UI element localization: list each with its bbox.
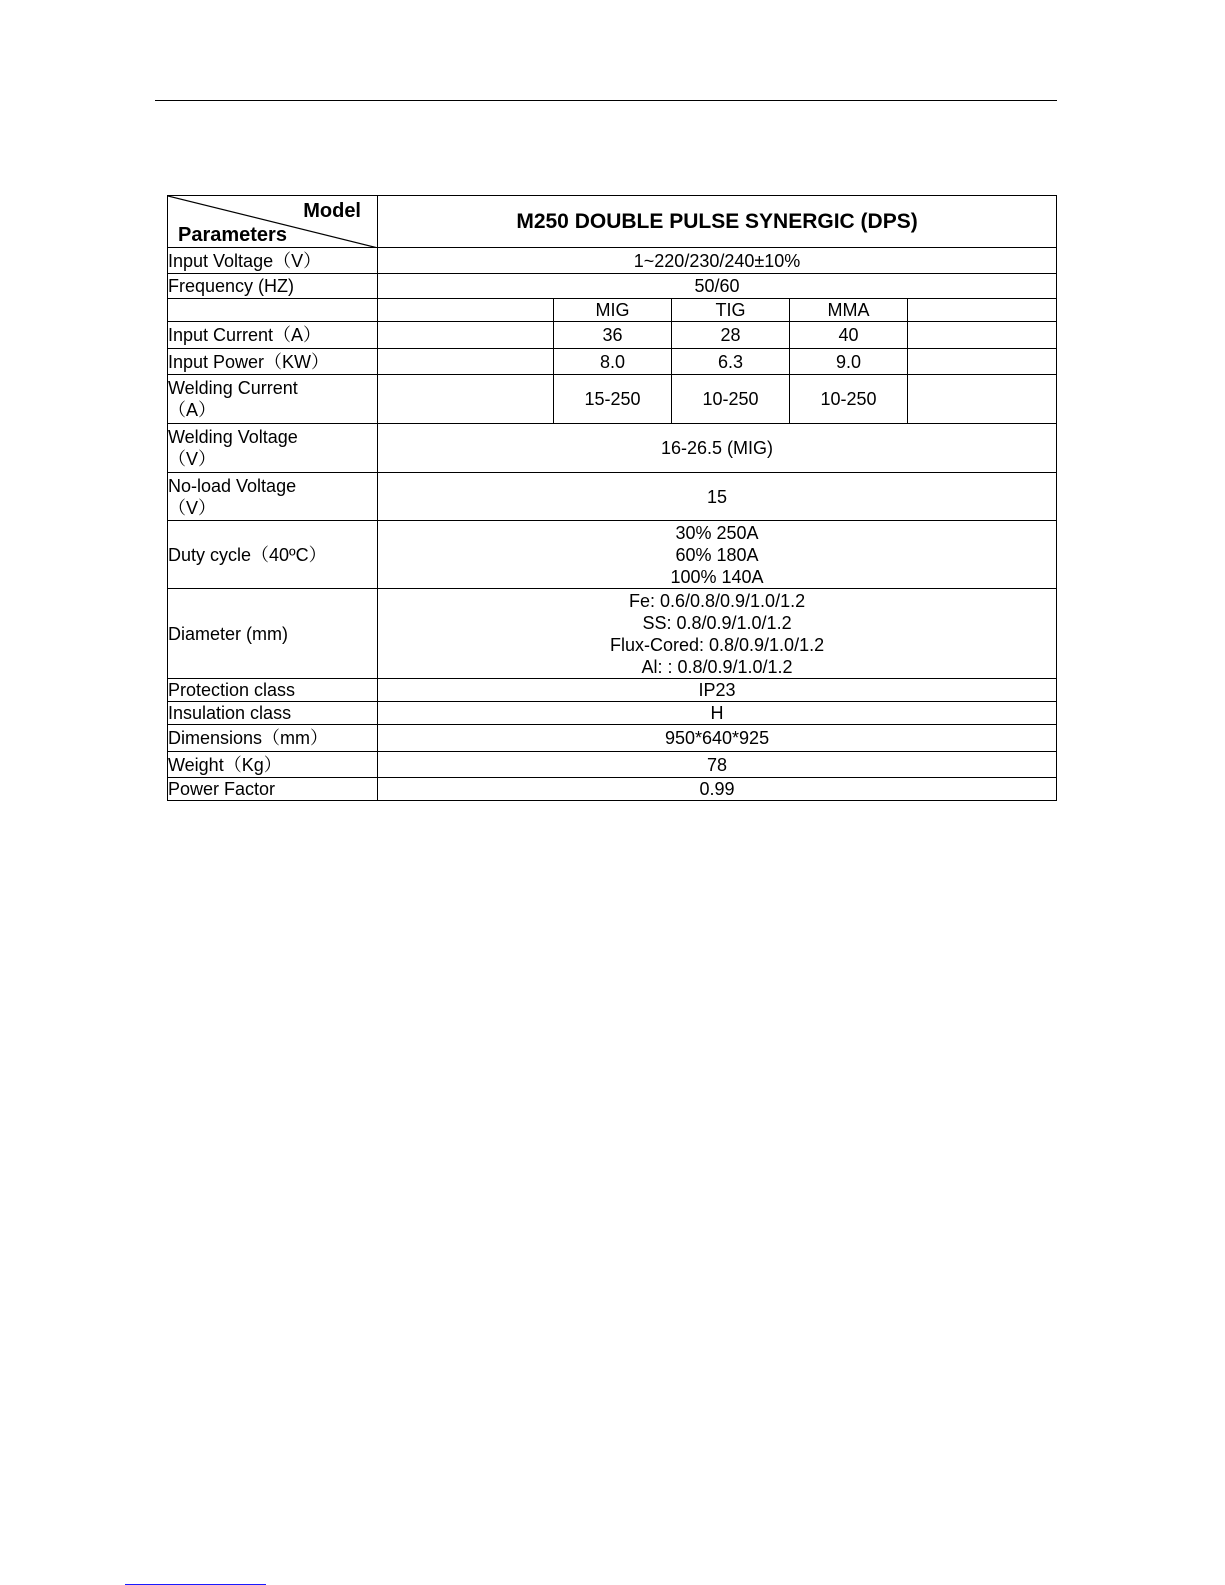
row-label-input-power: Input Power（KW） (168, 349, 378, 375)
table-row (168, 778, 1057, 801)
row-label-dimensions: Dimensions（mm） (168, 725, 378, 752)
empty-cell (908, 322, 1057, 349)
row-label-duty-cycle: Duty cycle（40ºC） (168, 521, 378, 589)
model-name: M250 DOUBLE PULSE SYNERGIC (DPS) (378, 196, 1057, 248)
row-label-welding-current (168, 375, 378, 424)
diameter-line: SS: 0.8/0.9/1.0/1.2 (642, 612, 792, 633)
table-row (168, 248, 1057, 274)
input-current-tig: 28 (672, 322, 790, 349)
value-duty-cycle (378, 521, 1057, 589)
empty-cell (378, 322, 554, 349)
empty-cell (908, 299, 1057, 322)
welding-current-mma: 10-250 (790, 375, 908, 424)
value-dimensions: 950*640*925 (378, 725, 1057, 752)
row-label-welding-voltage (168, 424, 378, 473)
duty-cycle-line: 100% 140A (670, 566, 764, 587)
row-label-protection-class: Protection class (168, 679, 378, 702)
row-label-input-current: Input Current（A） (168, 322, 378, 349)
table-row (168, 375, 1057, 424)
empty-cell (378, 349, 554, 375)
welding-voltage-label-line2: （V） (168, 449, 217, 469)
welding-current-label-line1: Welding Current (168, 378, 298, 398)
value-protection-class: IP23 (378, 679, 1057, 702)
table-row (168, 299, 1057, 322)
input-power-tig: 6.3 (672, 349, 790, 375)
table-row (168, 274, 1057, 299)
diagonal-header-cell (168, 196, 378, 248)
duty-cycle-line: 60% 180A (675, 544, 759, 565)
value-insulation-class: H (378, 702, 1057, 725)
welding-current-label-line2: （A） (168, 400, 217, 420)
row-label-insulation-class: Insulation class (168, 702, 378, 725)
duty-cycle-line: 30% 250A (675, 522, 759, 543)
table-row (168, 702, 1057, 725)
table-row (168, 349, 1057, 375)
diameter-line: Flux-Cored: 0.8/0.9/1.0/1.2 (609, 634, 825, 655)
empty-cell (378, 299, 554, 322)
empty-cell (378, 375, 554, 424)
row-label-weight: Weight（Kg） (168, 752, 378, 778)
welding-current-tig: 10-250 (672, 375, 790, 424)
row-label-frequency: Frequency (HZ) (168, 274, 378, 299)
input-current-mig: 36 (554, 322, 672, 349)
table-row (168, 322, 1057, 349)
input-current-mma: 40 (790, 322, 908, 349)
table-row (168, 521, 1057, 589)
mode-tig: TIG (672, 299, 790, 322)
value-welding-voltage: 16-26.5 (MIG) (378, 424, 1057, 473)
row-label-noload-voltage (168, 473, 378, 521)
table-row (168, 473, 1057, 521)
row-label-input-voltage: Input Voltage（V） (168, 248, 378, 274)
table-header-row (168, 196, 1057, 248)
value-weight: 78 (378, 752, 1057, 778)
diameter-line: Al: : 0.8/0.9/1.0/1.2 (641, 656, 793, 677)
value-diameter (378, 589, 1057, 679)
table-row (168, 725, 1057, 752)
mode-mma: MMA (790, 299, 908, 322)
empty-cell (908, 349, 1057, 375)
model-header-label: Model (303, 200, 361, 222)
value-frequency: 50/60 (378, 274, 1057, 299)
value-power-factor: 0.99 (378, 778, 1057, 801)
spec-table (167, 195, 1057, 801)
diameter-line: Fe: 0.6/0.8/0.9/1.0/1.2 (628, 590, 806, 611)
noload-voltage-label-line1: No-load Voltage (168, 475, 297, 496)
welding-current-mig: 15-250 (554, 375, 672, 424)
welding-voltage-label-line1: Welding Voltage (168, 427, 298, 447)
empty-cell (168, 299, 378, 322)
parameters-header-label: Parameters (178, 224, 287, 246)
empty-cell (908, 375, 1057, 424)
row-label-diameter: Diameter (mm) (168, 589, 378, 679)
input-power-mma: 9.0 (790, 349, 908, 375)
value-noload-voltage: 15 (378, 473, 1057, 521)
table-row (168, 679, 1057, 702)
header-rule (155, 100, 1057, 101)
row-label-power-factor: Power Factor (168, 778, 378, 801)
mode-mig: MIG (554, 299, 672, 322)
table-row (168, 752, 1057, 778)
input-power-mig: 8.0 (554, 349, 672, 375)
value-input-voltage: 1~220/230/240±10% (378, 248, 1057, 274)
table-row (168, 424, 1057, 473)
noload-voltage-label-line2: （V） (168, 497, 217, 518)
table-row (168, 589, 1057, 679)
